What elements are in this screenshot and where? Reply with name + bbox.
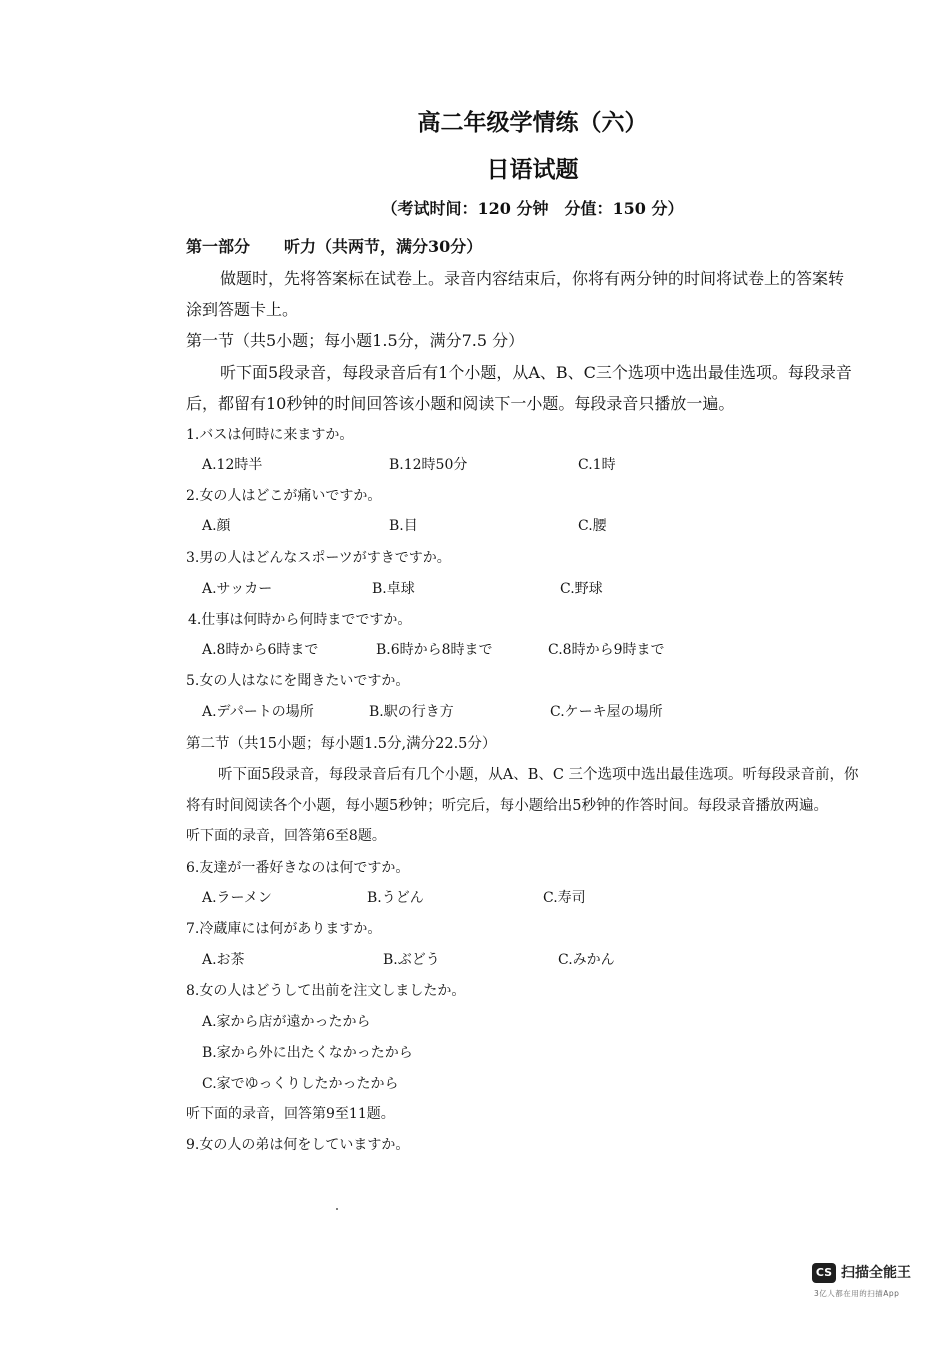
question-stem: 6.友達が一番好きなのは何ですか。 [186,860,410,876]
question-option: B.駅の行き方 [369,704,454,720]
question-option: C.腰 [578,518,607,534]
question-option: C.寿司 [543,890,586,906]
question-option: A.家から店が遠かったから [202,1014,371,1030]
camscanner-logo-icon: CS [812,1263,836,1283]
part1-heading: 第一部分 [186,237,251,256]
question-option: A.8時から6時まで [202,642,319,658]
question-option: A.サッカー [202,581,273,597]
question-stem: 9.女の人の弟は何をしていますか。 [186,1137,410,1153]
question-option: C.1時 [578,457,616,473]
question-stem: 4.仕事は何時から何時までですか。 [188,612,412,628]
question-option: C.8時から9時まで [548,642,665,658]
scan-speck [336,1208,338,1210]
question-option: C.ケーキ屋の場所 [550,704,663,720]
part1-heading-row [186,234,482,257]
group-prompt: 听下面的录音，回答第6至8题。 [186,828,386,844]
part1-instruction-1: 做题时，先将答案标在试卷上。录音内容结束后，你将有两分钟的时间将试卷上的答案转 [220,269,845,288]
question-stem: 1.バスは何時に来ますか。 [186,427,354,443]
part1-heading-title: 听力（共两节，满分30分） [284,237,483,256]
question-stem: 5.女の人はなにを聞きたいですか。 [186,673,410,689]
question-stem: 7.冷蔵庫には何がありますか。 [186,921,382,937]
part1-instruction-2: 涂到答题卡上。 [186,300,299,319]
page-subtitle: 日语试题 [486,156,579,183]
question-option: C.みかん [558,952,615,968]
section1-instruction-1: 听下面5段录音，每段录音后有1个小题，从A、B、C三个选项中选出最佳选项。每段录音 [220,363,852,382]
question-option: B.家から外に出たくなかったから [202,1045,413,1061]
question-stem: 8.女の人はどうして出前を注文しましたか。 [186,983,466,999]
question-option: B.目 [389,518,418,534]
watermark-name: 扫描全能王 [841,1265,911,1281]
question-option: B.卓球 [372,581,415,597]
page-title: 高二年级学情练（六） [417,109,648,136]
question-stem: 3.男の人はどんなスポーツがすきですか。 [186,550,451,566]
section1-instruction-2: 后，都留有10秒钟的时间回答该小题和阅读下一小题。每段录音只播放一遍。 [186,394,735,413]
question-option: C.家でゆっくりしたかったから [202,1076,399,1092]
watermark-tagline: 3亿人都在用的扫描App [814,1289,900,1298]
section2-instruction-2: 将有时间阅读各个小题，每小题5秒钟；听完后，每小题给出5秒钟的作答时间。每段录音播放两遍。 [186,798,828,814]
scanner-watermark [812,1260,922,1304]
question-option: A.顔 [202,518,231,534]
question-option: A.お茶 [202,952,245,968]
exam-info: （考试时间：120 分钟 分值：150 分） [381,199,684,218]
question-option: B.6時から8時まで [376,642,493,658]
group-prompt: 听下面的录音，回答第9至11题。 [186,1106,395,1122]
question-option: B.12時50分 [389,457,468,473]
question-option: A.12時半 [202,457,263,473]
section1-heading: 第一节（共5小题；每小题1.5分，满分7.5 分） [186,331,525,350]
question-option: B.ぶどう [383,952,440,968]
question-option: C.野球 [560,581,603,597]
question-stem: 2.女の人はどこが痛いですか。 [186,488,382,504]
section2-heading: 第二节（共15小题；每小题1.5分,满分22.5分） [186,736,497,752]
question-option: A.デパートの場所 [202,704,314,720]
question-option: B.うどん [367,890,424,906]
section2-instruction-1: 听下面5段录音，每段录音后有几个小题，从A、B、C 三个选项中选出最佳选项。听每段录音前，你 [218,767,859,783]
question-option: A.ラーメン [202,890,272,906]
